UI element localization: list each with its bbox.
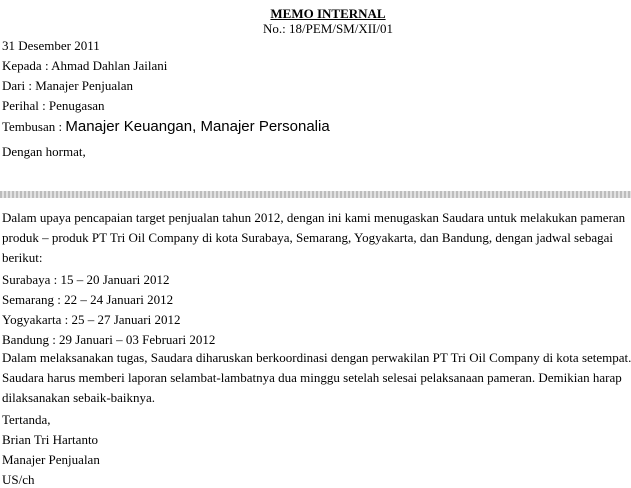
greeting: Dengan hormat, (2, 144, 86, 159)
signer-position: Manajer Penjualan (2, 452, 100, 467)
cc-value: Manajer Keuangan, Manajer Personalia (65, 118, 330, 135)
section-divider (0, 191, 631, 198)
schedule-item-surabaya: Surabaya : 15 – 20 Januari 2012 (2, 272, 170, 287)
memo-number: No.: 18/PEM/SM/XII/01 (262, 21, 393, 36)
schedule-item-yogyakarta: Yogyakarta : 25 – 27 Januari 2012 (2, 312, 181, 327)
schedule-item-semarang: Semarang : 22 – 24 Januari 2012 (2, 292, 174, 307)
signer-name: Brian Tri Hartanto (2, 432, 99, 447)
reference-initials: US/ch (2, 472, 35, 487)
intro-paragraph: Dalam upaya pencapaian target penjualan tahun 2012, dengan ini kami menugaskan Saudara untuk melakukan pameran produk – produk PT Tri Oil Company di kota Surabaya, Semarang, Yogyakarta, dan Bandung, dengan jadwal sebagai berikut: (2, 210, 626, 265)
subject-line: Perihal : Penugasan (2, 98, 105, 113)
memo-date: 31 Desember 2011 (2, 38, 100, 53)
signoff: Tertanda, (2, 412, 51, 427)
cc-label: Tembusan : (2, 119, 66, 134)
cc-line (2, 119, 330, 135)
schedule-item-bandung: Bandung : 29 Januari – 03 Februari 2012 (2, 332, 216, 347)
instructions-paragraph: Dalam melaksanakan tugas, Saudara diharuskan berkoordinasi dengan perwakilan PT Tri Oil Company di kota setempat. Saudara harus memberi laporan selambat-lambatnya dua minggu setelah selesai pelaksanaan pameran. Demikian harap dilaksanakan sebaik-baiknya. (2, 350, 631, 405)
recipient-line: Kepada : Ahmad Dahlan Jailani (2, 58, 168, 73)
sender-line: Dari : Manajer Penjualan (2, 78, 134, 93)
memo-title: MEMO INTERNAL (270, 6, 386, 21)
